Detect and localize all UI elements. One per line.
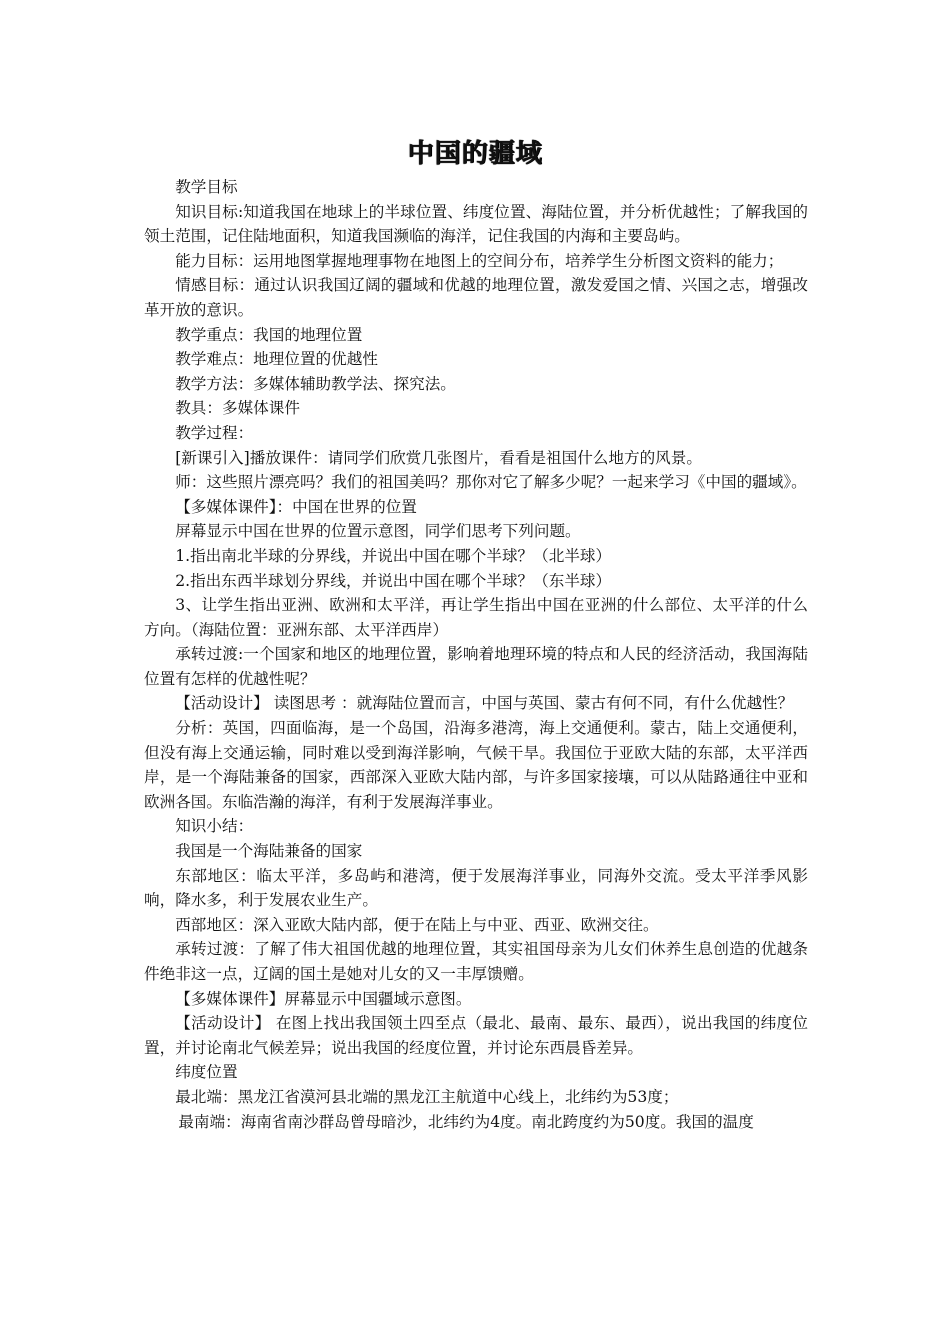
paragraph-transition-2: 承转过渡：了解了伟大祖国优越的地理位置，其实祖国母亲为儿女们休养生息创造的优越条件绝非这一点，辽阔的国土是她对儿女的又一丰厚馈赠。 <box>144 940 808 983</box>
paragraph-northernmost: 最北端：黑龙江省漠河县北端的黑龙江主航道中心线上，北纬约为53度； <box>175 1087 679 1106</box>
paragraph-difficulty: 教学难点：地理位置的优越性 <box>175 350 378 369</box>
paragraph-teacher: 师：这些照片漂亮吗？我们的祖国美吗？那你对它了解多少呢？一起来学习《中国的疆域》。 <box>175 473 807 492</box>
paragraph-method: 教学方法：多媒体辅助教学法、探究法。 <box>175 374 456 393</box>
paragraph-ability-goal: 能力目标：运用地图掌握地理事物在地图上的空间分布，培养学生分析图文资料的能力； <box>175 251 784 270</box>
paragraph-process-heading: 教学过程： <box>175 423 254 442</box>
paragraph-latitude-heading: 纬度位置 <box>175 1063 238 1082</box>
paragraph-knowledge-goal: 知识目标:知道我国在地球上的半球位置、纬度位置、海陆位置，并分析优越性；了解我国的领土范围，记住陆地面积，知道我国濒临的海洋，记住我国的内海和主要岛屿。 <box>144 202 808 246</box>
paragraph-multimedia-2: 【多媒体课件】屏幕显示中国疆域示意图。 <box>175 989 472 1008</box>
paragraph-emotion-goal: 情感目标：通过认识我国辽阔的疆域和优越的地理位置，激发爱国之情、兴国之志，增强改革开放的意识。 <box>144 276 808 319</box>
paragraph-activity-1: 【活动设计】 读图思考 ：就海陆位置而言，中国与英国、蒙古有何不同，有什么优越性？ <box>175 694 794 713</box>
paragraph-objectives-heading: 教学目标 <box>175 178 238 196</box>
paragraph-transition-1: 承转过渡:一个国家和地区的地理位置，影响着地理环境的特点和人民的经济活动，我国海陆位置有怎样的优越性呢？ <box>144 645 808 688</box>
paragraph-southernmost: 最南端：海南省南沙群岛曾母暗沙，北纬约为4度。南北跨度约为50度。我国的温度 <box>178 1112 754 1131</box>
paragraph-tools: 教具：多媒体课件 <box>175 399 300 418</box>
paragraph-intro: [新课引入]播放课件：请同学们欣赏几张图片，看看是祖国什么地方的风景。 <box>175 448 702 467</box>
document-body <box>144 175 808 1134</box>
paragraph-screen-1: 屏幕显示中国在世界的位置示意图，同学们思考下列问题。 <box>175 522 581 541</box>
paragraph-question-2: 2.指出东西半球划分界线，并说出中国在哪个半球？（东半球） <box>175 571 612 590</box>
paragraph-west-region: 西部地区：深入亚欧大陆内部，便于在陆上与中亚、西亚、欧洲交往。 <box>175 915 659 934</box>
paragraph-question-3: 3、让学生指出亚洲、欧洲和太平洋，再让学生指出中国在亚洲的什么部位、太平洋的什么方向。（海陆位置：亚洲东部、太平洋西岸） <box>144 596 808 639</box>
paragraph-summary-heading: 知识小结： <box>175 817 254 836</box>
paragraph-activity-2: 【活动设计】 在图上找出我国领土四至点（最北、最南、最东、最西），说出我国的纬度位置，并讨论南北气候差异；说出我国的经度位置，并讨论东西晨昏差异。 <box>144 1014 808 1057</box>
paragraph-multimedia-1: 【多媒体课件】：中国在世界的位置 <box>175 497 417 516</box>
paragraph-summary-1: 我国是一个海陆兼备的国家 <box>175 842 363 861</box>
paragraph-east-region: 东部地区：临太平洋，多岛屿和港湾，便于发展海洋事业，同海外交流。受太平洋季风影响，降水多，利于发展农业生产。 <box>144 866 808 910</box>
paragraph-question-1: 1.指出南北半球的分界线，并说出中国在哪个半球？（北半球） <box>175 546 612 565</box>
page-title: 中国的疆域 <box>407 139 543 169</box>
paragraph-analysis: 分析：英国，四面临海，是一个岛国，沿海多港湾，海上交通便利。蒙古，陆上交通便利，但没有海上交通运输，同时难以受到海洋影响，气候干旱。我国位于亚欧大陆的东部，太平洋西岸，是一个海陆兼备的国家，西部深入亚欧大陆内部，与许多国家接壤，可以从陆路通往中亚和欧洲各国。东临浩瀚的海洋，有利于发展海洋事业。 <box>144 719 808 811</box>
paragraph-key-point: 教学重点：我国的地理位置 <box>175 325 363 344</box>
